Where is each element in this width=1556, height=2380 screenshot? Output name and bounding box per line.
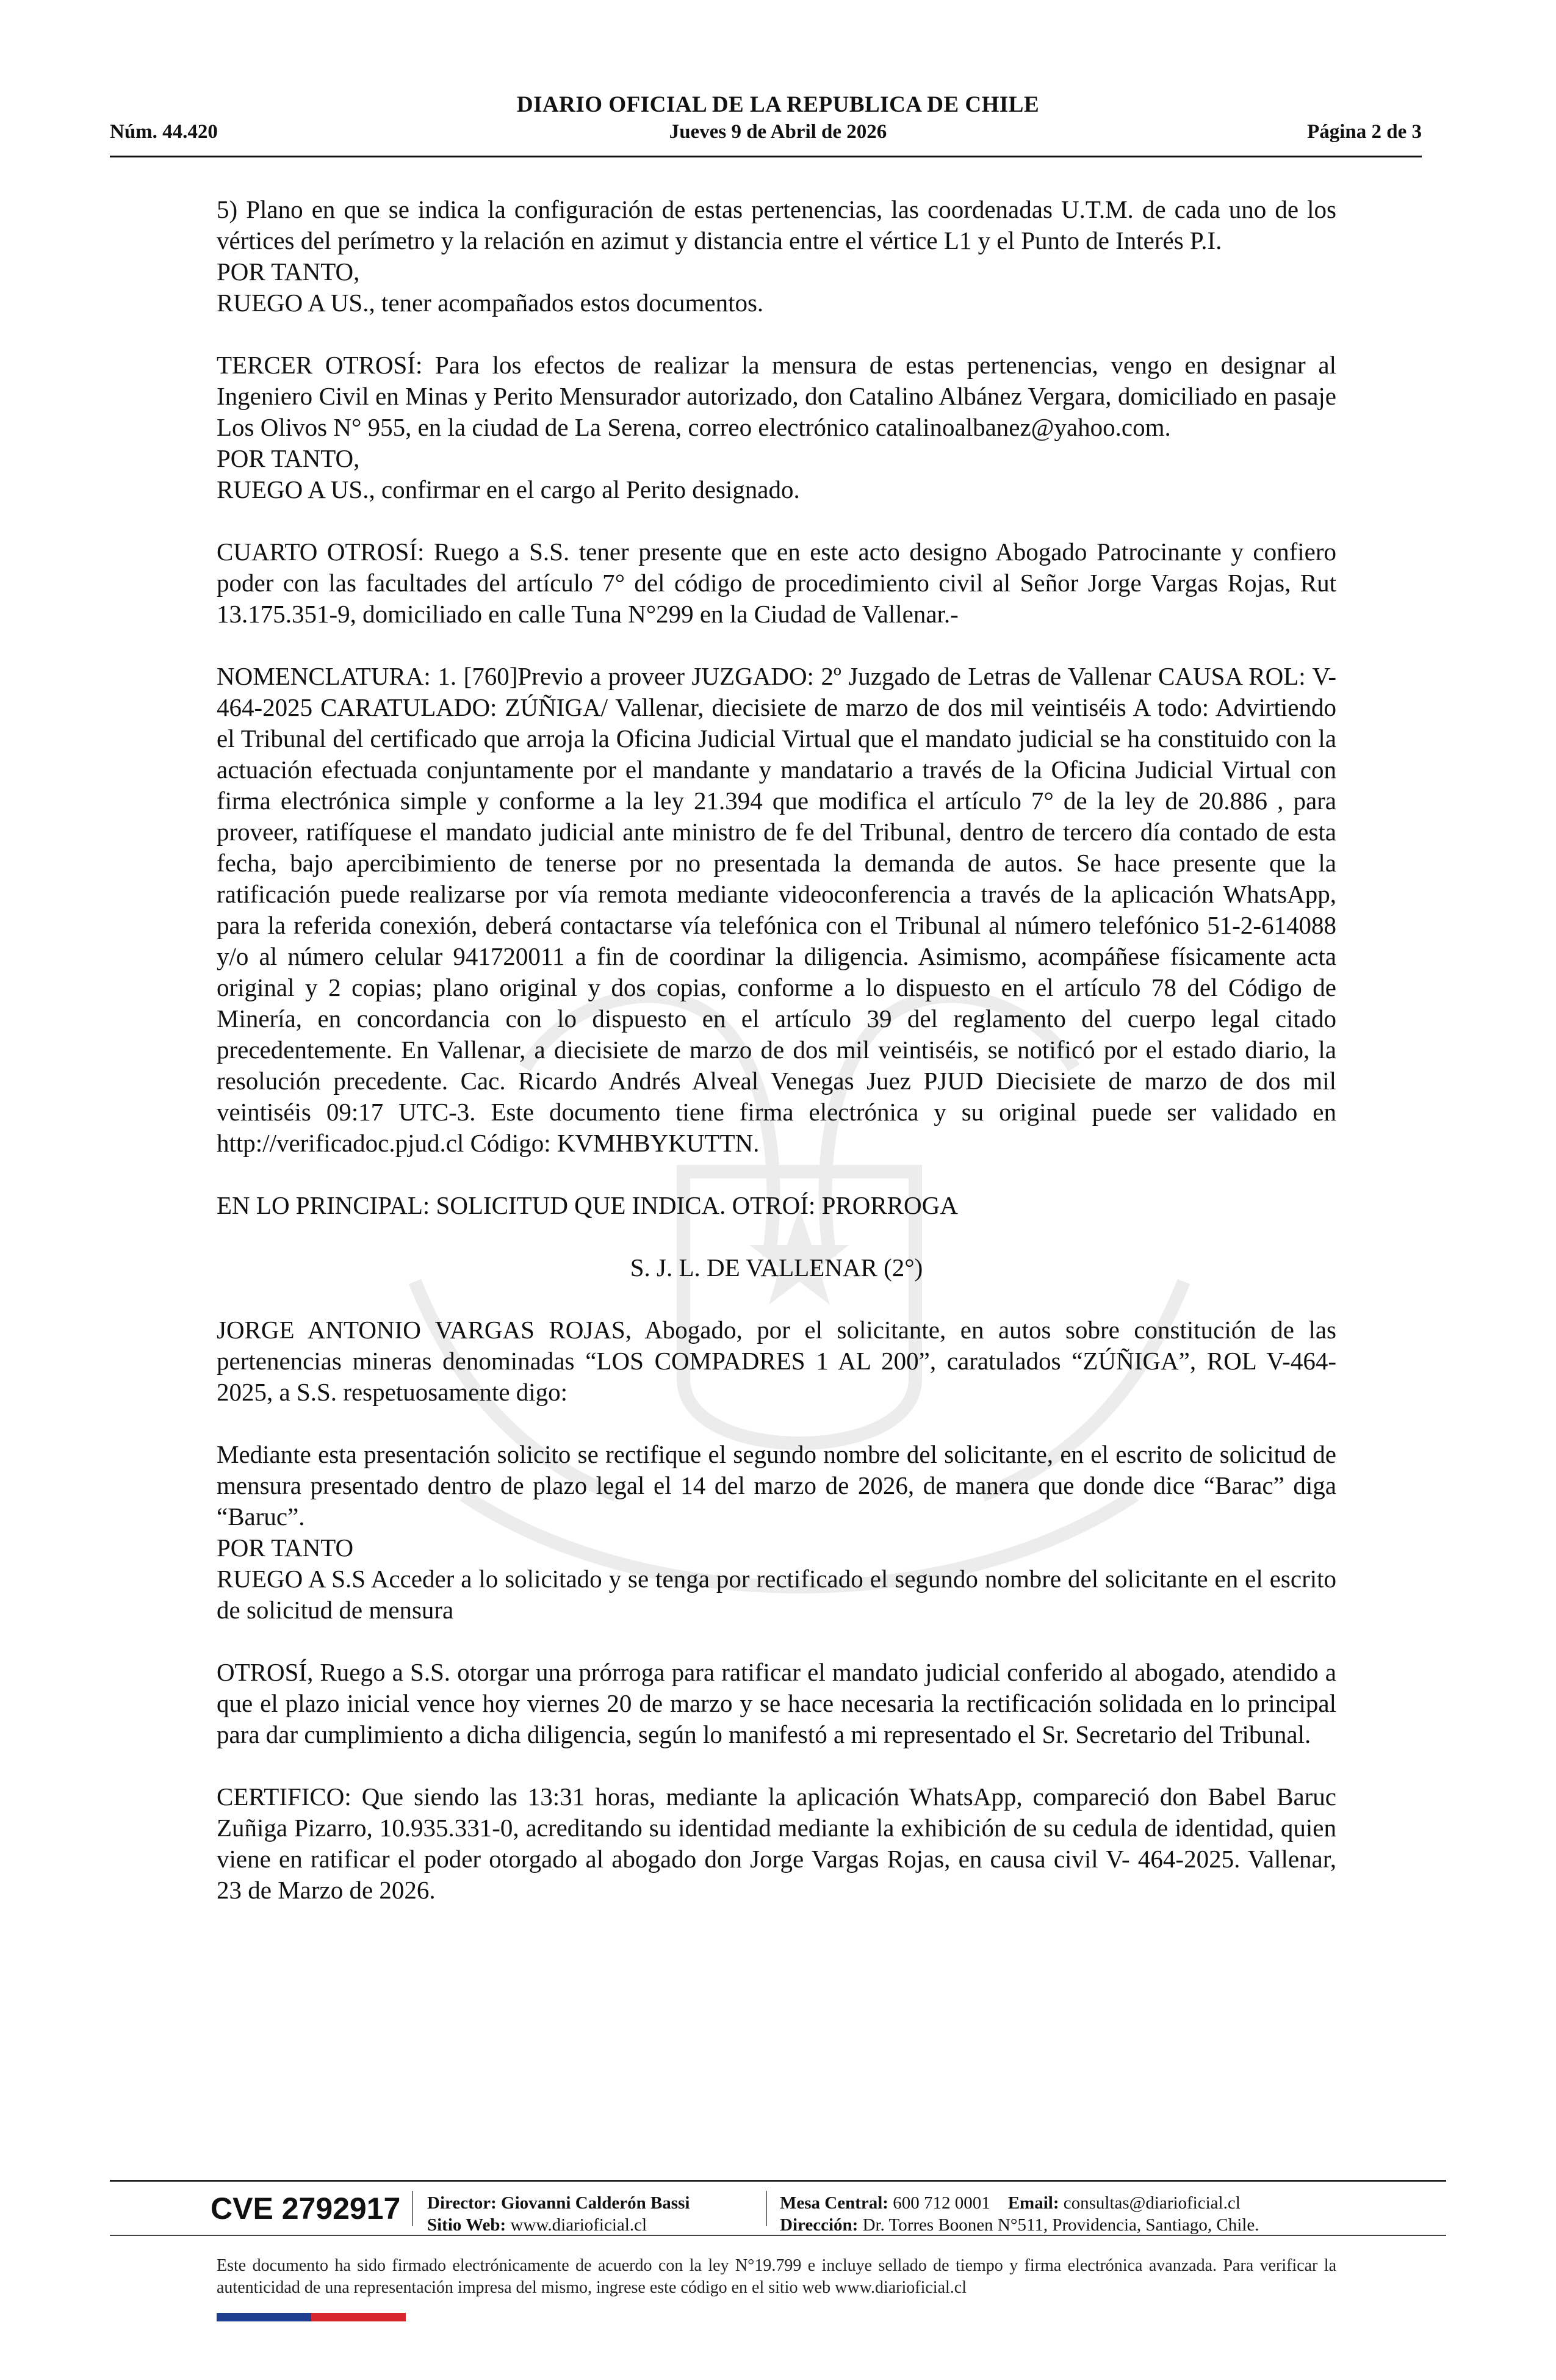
address-value: Dr. Torres Boonen N°511, Providencia, Santiago, Chile. xyxy=(862,2215,1259,2235)
por-tanto: POR TANTO xyxy=(217,1534,354,1562)
paragraph-text: Mediante esta presentación solicito se rectifique el segundo nombre del solicitante, en el escrito de solicitud de mensura presentado dentro de plazo legal el 14 del marzo de 2026, de manera que donde dice “Barac” diga “Baruc”. xyxy=(217,1440,1336,1531)
paragraph-nomenclatura: NOMENCLATURA: 1. [760]Previo a proveer JUZGADO: 2º Juzgado de Letras de Vallenar CAUSA ROL: V-464-2025 CARATULADO: ZÚÑIGA/ Vallenar, diecisiete de marzo de dos mil veintiséis A todo: Advirtiendo el Tribunal del certificado que arroja la Oficina Judicial Virtual que el mandato judicial se ha constituido con la actuación efectuada conjuntamente por el mandante y mandatario a través de la Oficina Judicial Virtual con firma electrónica simple y conforme a la ley 21.394 que modifica el artículo 7° de la ley de 20.886 , para proveer, ratifíquese el mandato judicial ante ministro de fe del Tribunal, dentro de tercero día contado de esta fecha, bajo apercibimiento de tenerse por no presentada la demanda de autos. Se hace presente que la ratificación puede realizarse por vía remota mediante videoconferencia a través de la aplicación WhatsApp, para la referida conexión, deberá contactarse vía telefónica con el Tribunal al número telefónico 51-2-614088 y/o al número celular 941720011 a fin de coordinar la diligencia. Asimismo, acompáñese físicamente acta original y 2 copias; plano original y dos copias, conforme a lo dispuesto en el artículo 78 del Código de Minería, en concordancia con lo dispuesto en el artículo 39 del reglamento del cuerpo legal citado precedentemente. En Vallenar, a diecisiete de marzo de dos mil veintiséis, se notificó por el estado diario, la resolución precedente. Cac. Ricardo Andrés Alveal Venegas Juez PJUD Diecisiete de marzo de dos mil veintiséis 09:17 UTC-3. Este documento tiene firma electrónica y su original puede ser validado en http://verificadoc.pjud.cl Código: KVMHBYKUTTN. xyxy=(217,662,1336,1157)
paragraph-cuarto-otrosi: CUARTO OTROSÍ: Ruego a S.S. tener presente que en este acto designo Abogado Patrocinante y confiero poder con las facultades del artículo 7° del código de procedimiento civil al Señor Jorge Vargas Rojas, Rut 13.175.351-9, domiciliado en calle Tuna N°299 en la Ciudad de Vallenar.- xyxy=(217,538,1336,628)
footer-contact-block xyxy=(780,2192,1259,2236)
court-heading: S. J. L. DE VALLENAR (2°) xyxy=(630,1253,923,1282)
paragraph-plano xyxy=(217,194,1336,319)
director-label: Director: xyxy=(427,2193,497,2213)
document-body xyxy=(217,194,1336,1937)
mesa-phone: 600 712 0001 xyxy=(893,2193,990,2213)
flag-stripe-red xyxy=(311,2313,406,2321)
web-label: Sitio Web: xyxy=(427,2215,506,2235)
paragraph-text: TERCER OTROSÍ: Para los efectos de realizar la mensura de estas pertenencias, vengo en designar al Ingeniero Civil en Minas y Perito Mensurador autorizado, don Catalino Albánez Vergara, domiciliado en pasaje Los Olivos N° 955, en la ciudad de La Serena, correo electrónico catalinoalbanez@yahoo.com. xyxy=(217,351,1336,441)
flag-stripe-blue xyxy=(217,2313,311,2321)
director-name: Giovanni Calderón Bassi xyxy=(501,2193,690,2213)
email-label: Email: xyxy=(1007,2193,1059,2213)
por-tanto: POR TANTO, xyxy=(217,444,360,472)
footer-director-block xyxy=(427,2192,690,2236)
paragraph-otrosi-prorroga: OTROSÍ, Ruego a S.S. otorgar una prórroga para ratificar el mandato judicial conferido al abogado, atendido a que el plazo inicial vence hoy viernes 20 de marzo y se hace necesaria la rectificación solidada en lo principal para dar cumplimiento a dicha diligencia, según lo manifestó a mi representado el Sr. Secretario del Tribunal. xyxy=(217,1658,1336,1748)
footer-divider-top xyxy=(110,2180,1446,2182)
ruego-line: RUEGO A S.S Acceder a lo solicitado y se tenga por rectificado el segundo nombre del solicitante en el escrito de solicitud de mensura xyxy=(217,1565,1336,1624)
signature-note: Este documento ha sido firmado electrónicamente de acuerdo con la ley N°19.799 e incluye sellado de tiempo y firma electrónica avanzada. Para verificar la autenticidad de una representación impresa del mismo, ingrese este código en el sitio web www.diarioficial.cl xyxy=(217,2256,1336,2297)
paragraph-rectificacion xyxy=(217,1439,1336,1626)
email-link[interactable]: consultas@diarioficial.cl xyxy=(1063,2193,1241,2213)
footer-separator xyxy=(412,2191,413,2226)
address-label: Dirección: xyxy=(780,2215,859,2235)
issue-date: Jueves 9 de Abril de 2026 xyxy=(669,121,887,143)
por-tanto: POR TANTO, xyxy=(217,258,360,286)
ruego-line: RUEGO A US., confirmar en el cargo al Perito designado. xyxy=(217,475,800,503)
cve-code: CVE 2792917 xyxy=(211,2191,401,2226)
footer-separator xyxy=(766,2191,767,2226)
journal-title: DIARIO OFICIAL DE LA REPUBLICA DE CHILE xyxy=(516,92,1040,117)
page-indicator: Página 2 de 3 xyxy=(1307,121,1422,143)
issue-number: Núm. 44.420 xyxy=(110,121,218,143)
paragraph-tercer-otrosi xyxy=(217,350,1336,505)
paragraph-text: 5) Plano en que se indica la configuración de estas pertenencias, las coordenadas U.T.M. de cada uno de los vértices del perímetro y la relación en azimut y distancia entre el vértice L1 y el Punto de Interés P.I. xyxy=(217,195,1336,254)
web-link[interactable]: www.diarioficial.cl xyxy=(510,2215,647,2235)
header-divider xyxy=(110,156,1422,157)
paragraph-certifico: CERTIFICO: Que siendo las 13:31 horas, mediante la aplicación WhatsApp, compareció don Babel Baruc Zuñiga Pizarro, 10.935.331-0, acreditando su identidad mediante la exhibición de su cedula de identidad, quien viene en ratificar el poder otorgado al abogado don Jorge Vargas Rojas, en causa civil V- 464-2025. Vallenar, 23 de Marzo de 2026. xyxy=(217,1783,1336,1904)
ruego-line: RUEGO A US., tener acompañados estos documentos. xyxy=(217,289,764,317)
footer-divider-bottom xyxy=(110,2235,1446,2236)
paragraph-en-lo-principal: EN LO PRINCIPAL: SOLICITUD QUE INDICA. OTROÍ: PRORROGA xyxy=(217,1191,958,1219)
paragraph-comparecencia: JORGE ANTONIO VARGAS ROJAS, Abogado, por el solicitante, en autos sobre constitución de las pertenencias mineras denominadas “LOS COMPADRES 1 AL 200”, caratulados “ZÚÑIGA”, ROL V-464-2025, a S.S. respetuosamente digo: xyxy=(217,1316,1336,1406)
mesa-label: Mesa Central: xyxy=(780,2193,888,2213)
